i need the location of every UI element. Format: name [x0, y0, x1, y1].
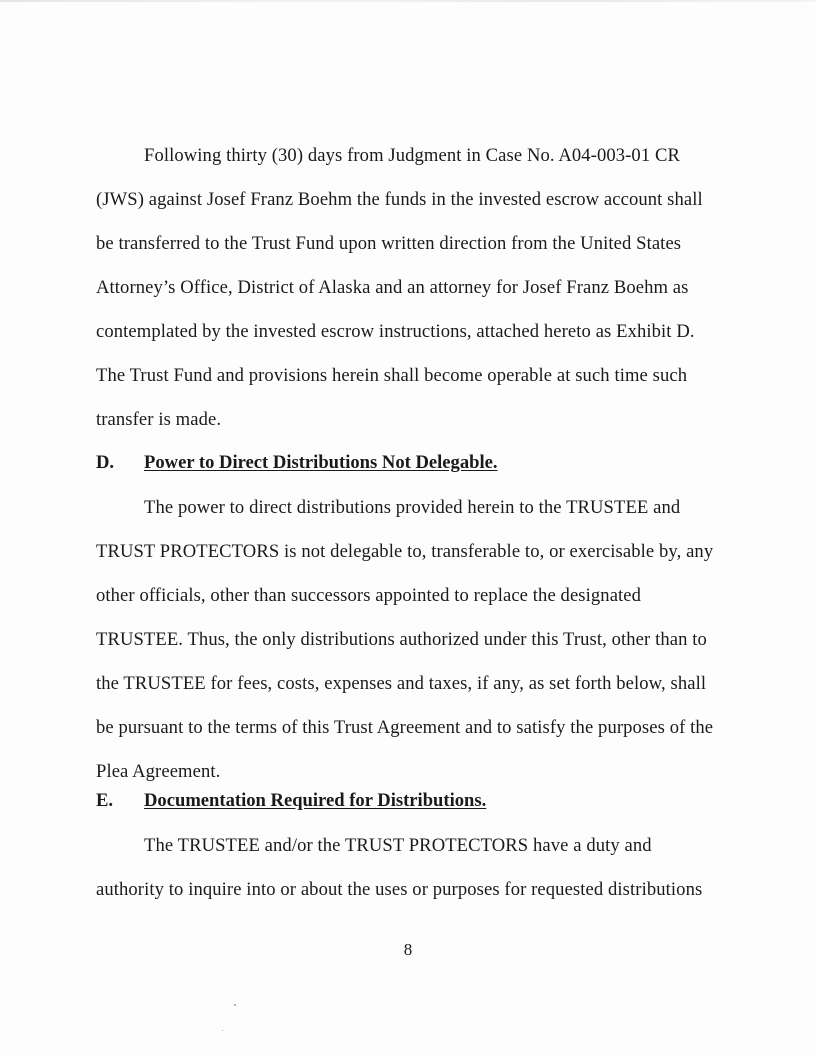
- text-line: Plea Agreement.: [96, 761, 221, 782]
- section-e-letter: E.: [96, 790, 114, 811]
- text-line: contemplated by the invested escrow instructions, attached hereto as Exhibit D.: [96, 321, 695, 342]
- text-line: be transferred to the Trust Fund upon written direction from the United States: [96, 233, 682, 254]
- text-line: TRUST PROTECTORS is not delegable to, transferable to, or exercisable by, any: [96, 541, 714, 562]
- text-line: TRUSTEE. Thus, the only distributions authorized under this Trust, other than to: [96, 629, 707, 650]
- text-line: Following thirty (30) days from Judgment in Case No. A04-003-01 CR: [144, 145, 680, 166]
- scan-speck: [234, 1004, 236, 1006]
- page-number: 8: [403, 940, 413, 959]
- text-line: The power to direct distributions provided herein to the TRUSTEE and: [144, 497, 681, 518]
- scan-speck: [222, 1030, 223, 1031]
- section-e-paragraph: [96, 824, 736, 912]
- section-d-title: Power to Direct Distributions Not Delegable.: [144, 452, 498, 473]
- scan-edge: [0, 0, 816, 2]
- text-line: transfer is made.: [96, 409, 222, 430]
- text-line: Attorney’s Office, District of Alaska and an attorney for Josef Franz Boehm as: [96, 277, 689, 298]
- section-d-paragraph: [96, 486, 736, 794]
- text-line: be pursuant to the terms of this Trust Agreement and to satisfy the purposes of the: [96, 717, 714, 738]
- text-line: other officials, other than successors appointed to replace the designated: [96, 585, 642, 606]
- section-e-title: Documentation Required for Distributions.: [144, 790, 487, 811]
- section-e-heading: [96, 790, 486, 812]
- section-d-heading: [96, 452, 498, 474]
- text-line: (JWS) against Josef Franz Boehm the funds in the invested escrow account shall: [96, 189, 703, 210]
- paragraph-section-c-continued: [96, 134, 736, 442]
- text-line: The TRUSTEE and/or the TRUST PROTECTORS have a duty and: [144, 835, 652, 856]
- text-line: The Trust Fund and provisions herein shall become operable at such time such: [96, 365, 688, 386]
- text-line: the TRUSTEE for fees, costs, expenses and taxes, if any, as set forth below, shall: [96, 673, 707, 694]
- section-d-letter: D.: [96, 452, 115, 473]
- text-line: authority to inquire into or about the uses or purposes for requested distributions: [96, 879, 703, 900]
